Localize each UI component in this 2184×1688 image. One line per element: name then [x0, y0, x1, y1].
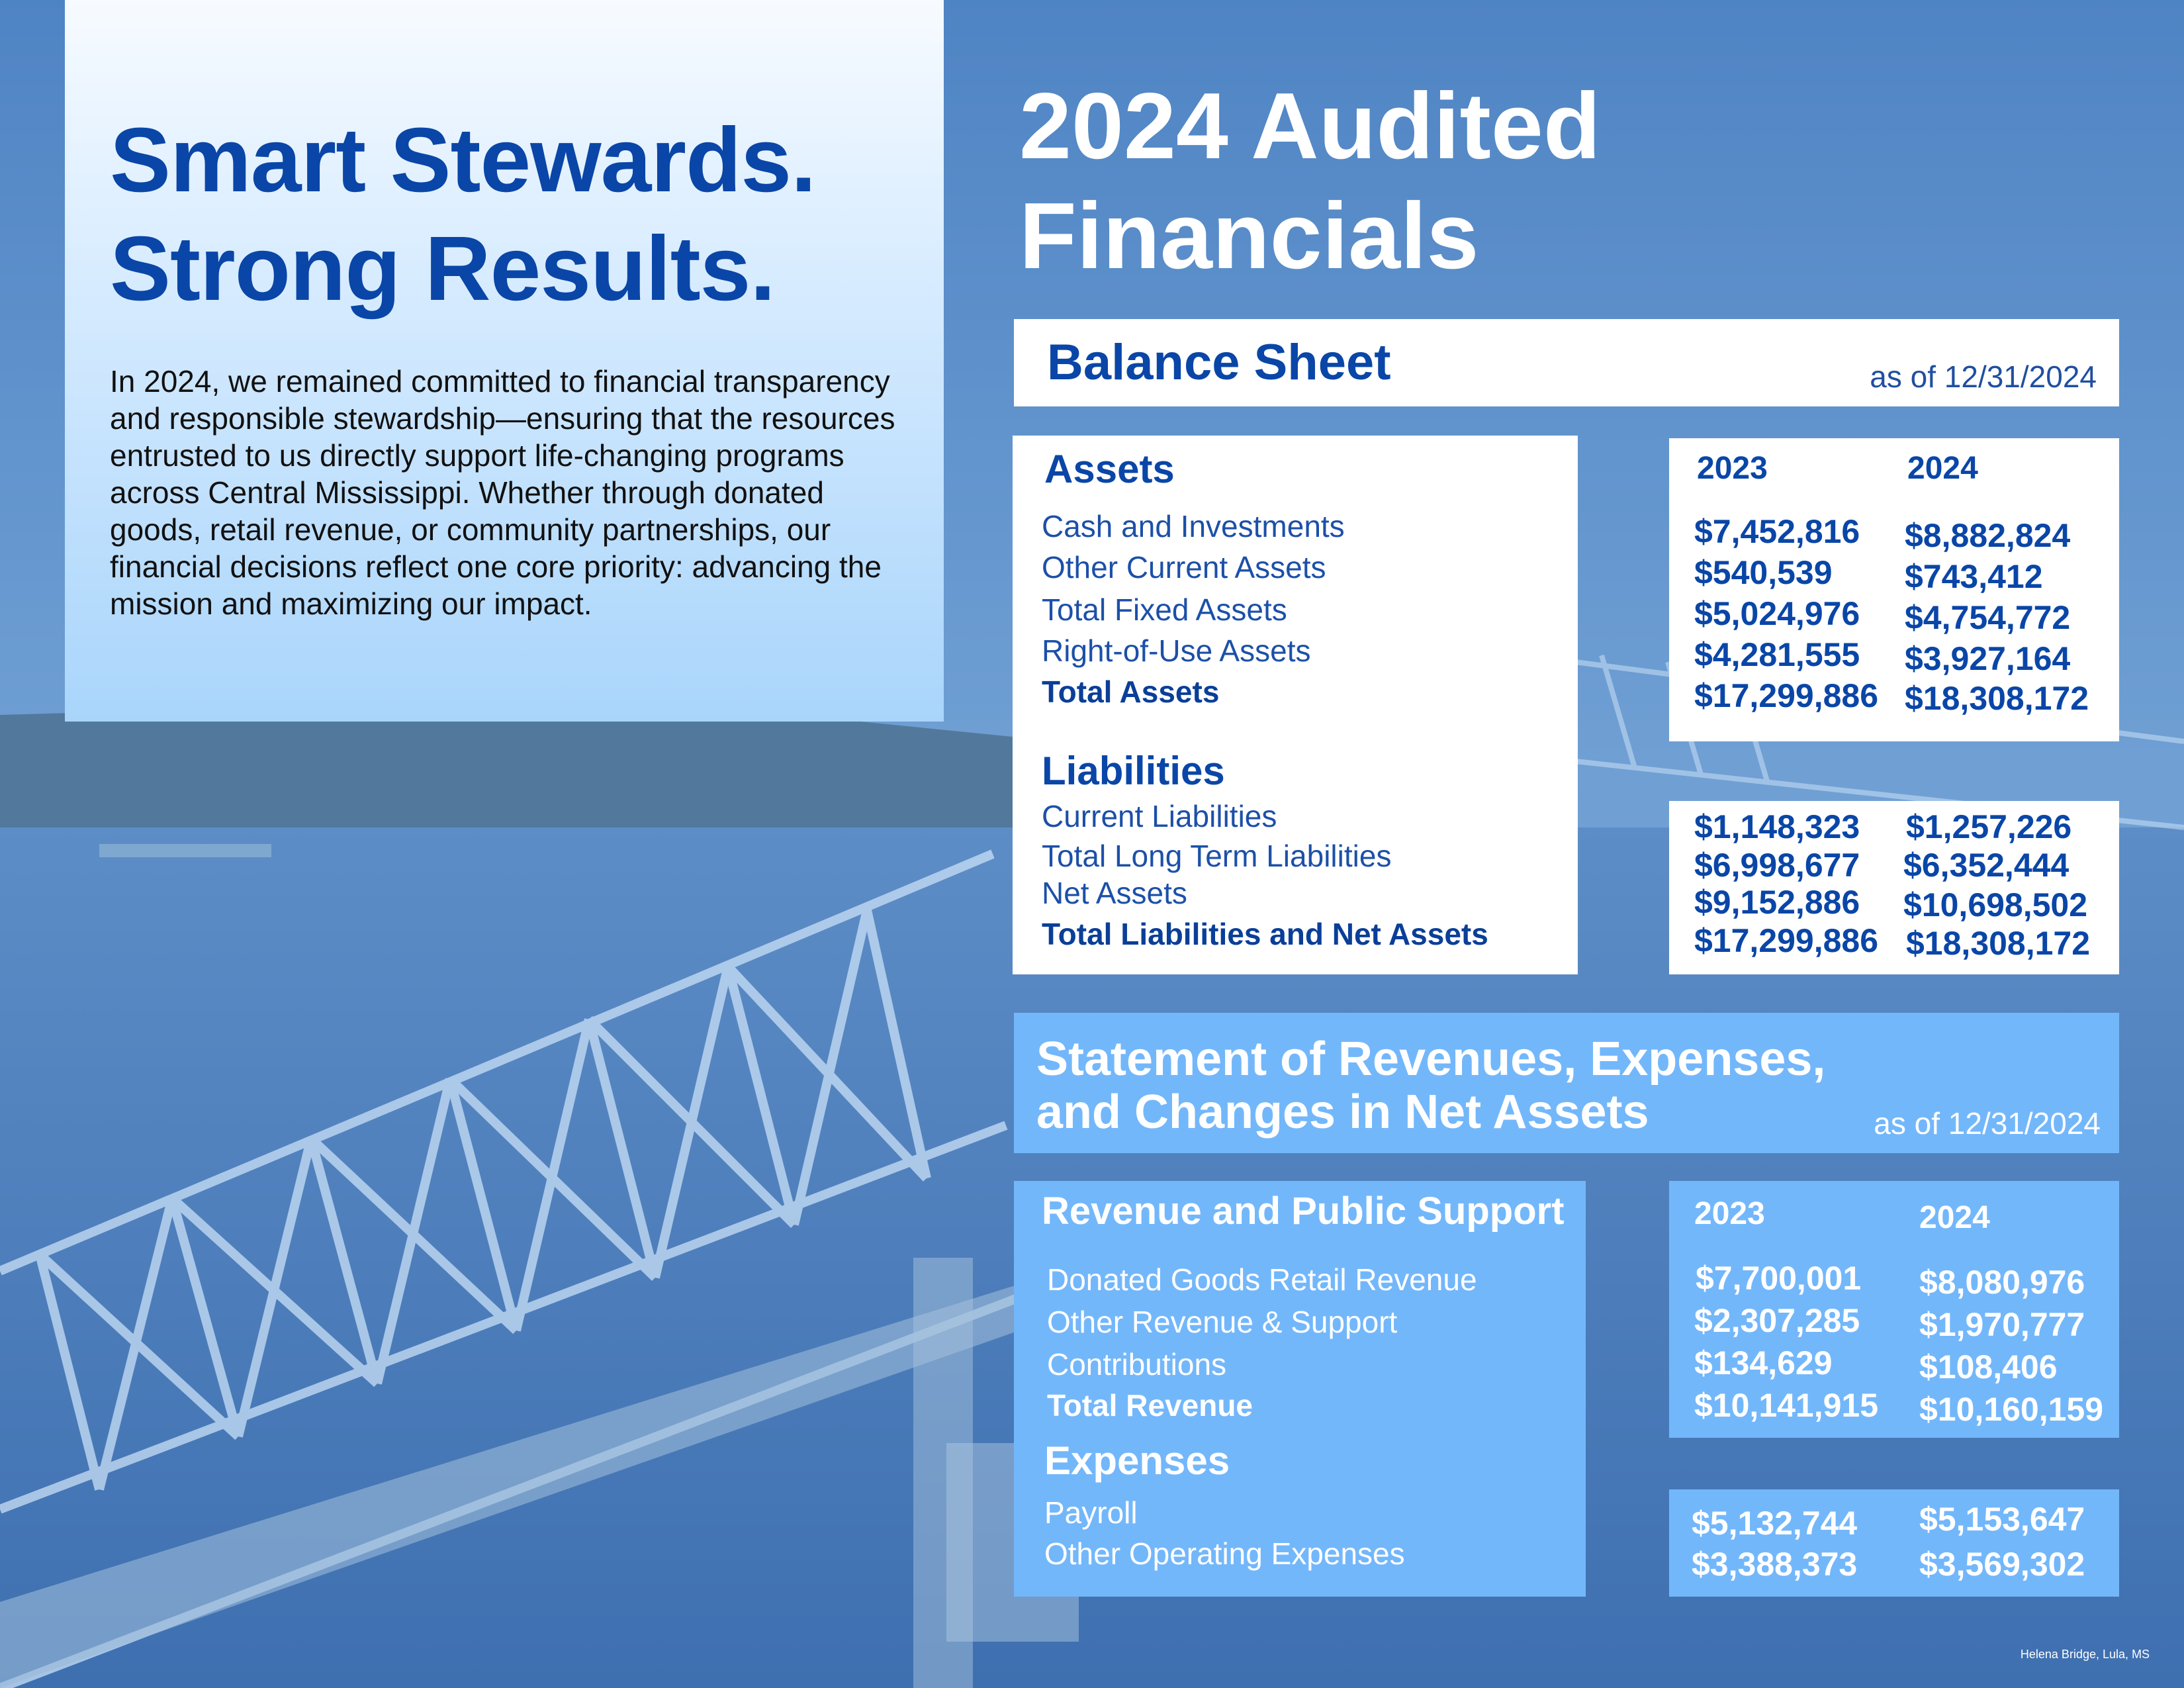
statement-title-line1: Statement of Revenues, Expenses, — [1036, 1033, 1826, 1086]
balance-sheet-title: Balance Sheet — [1047, 334, 1391, 391]
expenses-heading: Expenses — [1044, 1438, 1230, 1483]
value-2024: $8,882,824 — [1905, 517, 2071, 554]
statement-as-of: as of 12/31/2024 — [1874, 1106, 2101, 1141]
row-label: Other Operating Expenses — [1044, 1536, 1405, 1571]
year-2023-header: 2023 — [1694, 1196, 1765, 1231]
row-label: Total Fixed Assets — [1042, 592, 1287, 627]
year-2023-header: 2023 — [1697, 451, 1768, 486]
assets-values — [1669, 438, 2119, 741]
value-2023: $5,132,744 — [1692, 1505, 1858, 1542]
value-2023: $6,998,677 — [1694, 847, 1860, 884]
row-label: Payroll — [1044, 1495, 1138, 1530]
row-label: Total Long Term Liabilities — [1042, 839, 1392, 873]
value-2023-total: $10,141,915 — [1694, 1387, 1879, 1424]
value-2024-total: $10,160,159 — [1919, 1391, 2104, 1428]
value-2023: $1,148,323 — [1694, 808, 1860, 845]
page-title-line1: 2024 Audited — [1019, 73, 1601, 179]
revenue-values — [1669, 1181, 2119, 1438]
balance-sheet-header — [1014, 319, 2119, 406]
value-2023: $9,152,886 — [1694, 884, 1860, 921]
photo-credit: Helena Bridge, Lula, MS — [2020, 1648, 2150, 1661]
expenses-values — [1669, 1489, 2119, 1597]
row-label: Donated Goods Retail Revenue — [1047, 1262, 1477, 1297]
value-2023: $7,700,001 — [1696, 1260, 1862, 1297]
liabilities-values — [1669, 801, 2119, 974]
value-2024: $4,754,772 — [1905, 599, 2071, 636]
value-2023: $4,281,555 — [1694, 636, 1860, 673]
intro-title-line1: Smart Stewards. — [110, 109, 816, 211]
liabilities-heading: Liabilities — [1042, 749, 1225, 793]
statement-title — [1036, 1033, 1825, 1139]
value-2023: $3,388,373 — [1692, 1546, 1858, 1583]
statement-labels — [1014, 1181, 1586, 1597]
value-2024: $1,970,777 — [1919, 1306, 2085, 1343]
statement-header — [1014, 1013, 2119, 1153]
row-label: Net Assets — [1042, 876, 1187, 910]
value-2023: $5,024,976 — [1694, 595, 1860, 632]
year-2024-header: 2024 — [1907, 451, 1978, 486]
value-2023: $540,539 — [1694, 554, 1833, 591]
row-label-total: Total Assets — [1042, 675, 1220, 709]
assets-heading: Assets — [1044, 447, 1175, 491]
value-2023: $7,452,816 — [1694, 513, 1860, 550]
value-2024: $8,080,976 — [1919, 1264, 2085, 1301]
value-2024: $5,153,647 — [1919, 1501, 2085, 1538]
intro-paragraph: In 2024, we remained committed to financial transparency and responsible stewardship—ensuring that the resources entrusted to us directly support life-changing programs across Central Mississippi. Whether through donated goods, retail revenue, or community partnerships, our financial decisions reflect one core priority: advancing the mission and maximizing our impact. — [110, 364, 895, 621]
balance-sheet-labels — [1013, 436, 1578, 974]
value-2024-total: $18,308,172 — [1906, 925, 2091, 962]
value-2024: $10,698,502 — [1903, 886, 2088, 923]
value-2024: $743,412 — [1905, 558, 2043, 595]
statement-title-line2: and Changes in Net Assets — [1036, 1086, 1649, 1139]
value-2023-total: $17,299,886 — [1694, 677, 1879, 714]
value-2024: $3,927,164 — [1905, 640, 2071, 677]
value-2024: $6,352,444 — [1903, 847, 2070, 884]
value-2023-total: $17,299,886 — [1694, 922, 1879, 959]
row-label-total: Total Revenue — [1047, 1388, 1253, 1423]
row-label: Other Revenue & Support — [1047, 1305, 1398, 1339]
row-label: Cash and Investments — [1042, 509, 1345, 543]
row-label-total: Total Liabilities and Net Assets — [1042, 917, 1488, 951]
value-2024: $108,406 — [1919, 1348, 2058, 1385]
intro-title — [110, 106, 815, 323]
value-2024: $3,569,302 — [1919, 1546, 2085, 1583]
page-title — [1019, 71, 1601, 291]
page-title-line2: Financials — [1019, 183, 1479, 289]
value-2023: $134,629 — [1694, 1344, 1833, 1382]
intro-title-line2: Strong Results. — [110, 218, 775, 320]
value-2024: $1,257,226 — [1906, 808, 2072, 845]
row-label: Contributions — [1047, 1347, 1227, 1382]
row-label: Right-of-Use Assets — [1042, 633, 1311, 668]
value-2024-total: $18,308,172 — [1905, 680, 2089, 717]
year-2024-header: 2024 — [1919, 1200, 1990, 1235]
intro-panel — [65, 0, 944, 722]
row-label: Current Liabilities — [1042, 799, 1277, 833]
row-label: Other Current Assets — [1042, 550, 1326, 585]
balance-sheet-as-of: as of 12/31/2024 — [1870, 359, 2097, 394]
revenue-heading: Revenue and Public Support — [1042, 1190, 1565, 1233]
value-2023: $2,307,285 — [1694, 1302, 1860, 1339]
